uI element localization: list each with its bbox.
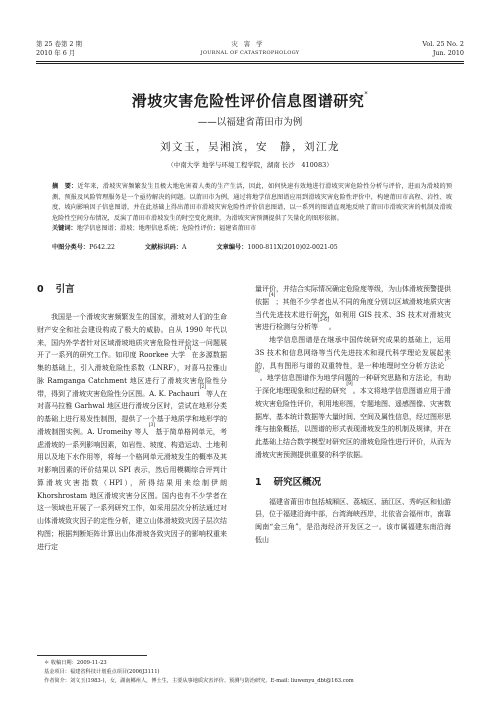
abstract [52,182,452,224]
text-run: 福建省莆田市包括城厢区、荔城区、涵江区、秀屿区和仙游县，位于福建沿海中部，台湾海峡西岸，北依省会福州市，南靠闽南“金三角”，是沿海经济开发区之一。该市属福建东南沿海低山 [255,497,451,544]
citation-ref: [9] [346,382,353,387]
article-number [216,243,351,252]
journal-name [36,40,464,58]
body-paragraph [255,334,451,462]
author-bio: 作者简介：刘文玉(1983-)，女，湖南郴州人，博士生，主要从事地质灾害评价、预测与防治研究。E-mail: liuwenyu_dbt@163.com [44,678,354,685]
fund-project: 基金项目：福建省科技计划重点项目(2006J3111) [44,669,160,676]
paper-title [0,90,500,111]
doc-value: A [182,244,187,251]
citation-ref: [7-8] [255,356,451,375]
citation-ref: [4] [269,292,276,298]
spacer [255,462,451,476]
text-run: ；其他不少学者也从不同的角度分别以区域滑坡地质灾害当代先进技术进行研究，如利用 GIS 技术、3S 技术对滑坡灾害进行检测与分析等 [255,297,452,332]
article-value: 1000-811X(2010)02-0021-05 [247,244,338,251]
citation-ref: [3] [148,422,156,428]
abstract-label: 摘 要： [52,183,78,190]
clc-value: P642.22 [89,244,115,251]
section-number: 1 [255,476,262,488]
keywords [52,224,452,235]
text-run: 量评价，并结合实际情况确定危险度等级，为山体滑坡预警提供依据 [255,285,451,306]
clc-label: 中图分类号： [52,244,90,251]
section-heading-introduction [37,283,227,297]
issue-date-en: Jun. 2010 [432,49,464,57]
section-number: 0 [37,284,44,295]
footnote-block [44,659,460,687]
journal-name-en: JOURNAL OF CATASTROPHOLOGY [200,50,300,56]
article-label: 文章编号： [216,244,248,251]
text-run: 在多源数据集的基础上，引入滑坡危险性系数（LNRF），对喜马拉雅山脉 Ramganga Catchment 地区进行了滑坡灾害危险性分带，得到了滑坡灾害危险性分区图。A. K. Pachauri [37,351,228,398]
paper-subtitle: ——以福建省莆田市为例 [197,117,303,128]
body-paragraph [37,311,227,553]
affiliation: （中南大学 地学与环境工程学院，湖南 长沙 410083） [167,161,333,169]
journal-name-cn: 灾害学 [231,40,269,48]
citation-ref: [2] [199,384,206,390]
text-run: 等人在对喜马拉雅 Garhwal 地区进行滑坡分区时，尝试在地形分类的基础上进行易发性制图，提供了一个基于地质学和地形学的滑坡制图实例。A. Uromeihy 等人 [37,389,228,436]
header-rule-bottom [36,63,464,64]
section-heading-study-area [255,476,451,490]
text-run: 。 [328,323,336,332]
received-date: ＊ 收稿日期：2009-11-23 [44,660,107,666]
text-run: 。地学信息图谱作为地学问题的一种研究思路和方法论，有助于深化地理现象和过程的研究 [255,374,451,395]
abstract-text: 近年来，滑坡灾害频繁发生且极大地危害着人类的生产生活，因此，如何快速有效地进行滑坡灾害危险性分析与评价，进而为滑坡的预测、预报及风险管理服务是一个亟待解决的问题。以莆田市为例，通过将地学信息图谱应用到滑坡灾害危险性评价中，构建莆田市高程、岩性、坡度、坡向影响因子信息图谱，并在此基础上得出莆田市滑坡灾害危险性评价信息图谱，以一系列的图谱直观地反映了莆田市滑坡灾害的机制及滑坡危险性空间分布情况，反演了莆田市滑坡发生的时空变化规律，为滑坡灾害预测提供了矢量化的图形依据。 [52,183,453,222]
volume-issue-en: Vol. 25 No. 2 [422,40,464,48]
paper-title-text: 滑坡灾害危险性评价信息图谱研究 [131,92,365,110]
issue-date: 2010 年 6 月 [36,49,76,57]
text-run: 我国是一个滑坡灾害频繁发生的国家，滑坡对人们的生命财产安全和社会建设构成了极大的威胁。自从 1990 年代以来，国内外学者针对区域滑坡地质灾害危险性评价这一问题展开了一系列的研究工作。如印度 Roorkee 大学 [37,313,227,360]
document-code [145,243,201,252]
issue-info-en [422,40,464,58]
section-title: 研究区概况 [273,476,322,488]
text-run: 地学信息图谱是在继承中国传统研究成果的基础上，运用 3S 技术和信息网络等当代先进技术和现代科学理论发展起来的，具有图形与谱的双重特性，是一种地理时空分析方法论 [255,336,451,370]
text-run: 基于简单格网单元，考虑滑坡的一系列影响因素，如岩性、坡度、构造运动、土地利用以及地下水作用等，将每一个格网单元滑坡发生的概率及其对影响因素的评价结果以 SPI 表示，然后用模糊综合评判计算滑坡灾害指数（HPI），所得结果用来绘制伊朗 Khorshrostam 地区滑坡灾害分区图。国内也有不少学者在这一领域也开展了一系列研究工作，如采用层次分析法通过对山体滑坡致灾因子的定性分析，建立山体滑坡致灾因子层次结构图；根据判断矩阵计算出山体滑坡各致灾因子的影响权重来进行定 [37,427,227,551]
body-paragraph [255,283,451,334]
classification-row [52,243,452,252]
author-list: 刘文玉，吴湘滨，安 静，刘江龙 [160,141,340,153]
doc-label: 文献标识码： [144,244,183,251]
text-run: 。本文将地学信息图谱应用于滑坡灾害危险性评价，利用地形图，专题地图、遥感图像、灾害数据库、基本统计数据等大量时间、空间及属性信息，经过图形思维与抽象概括，以图谱的形式表现滑坡发生的机制及规律，并在此基础上结合数学模型对研究区的滑坡危险性进行评价，从而为滑坡灾害预测提供重要的科学依据。 [255,387,452,459]
body-column-left [37,283,227,553]
volume-issue: 第 25 卷第 2 期 [36,40,82,48]
citation-ref: [5-6] [318,318,329,324]
header-rule-top [36,61,464,62]
body-paragraph [255,496,451,547]
footnote-rule [37,655,147,656]
spacer [37,297,227,311]
citation-ref: [1] [185,346,192,352]
keywords-label: 关键词： [52,225,77,233]
abstract-block [52,182,452,235]
body-column-right [255,283,451,547]
section-title: 引言 [55,284,75,295]
title-footnote-mark: * [364,90,369,98]
clc-number [52,243,129,252]
keywords-text: 地学信息图谱；滑坡；地理信息系统；危险性评价；福建省莆田市 [76,225,257,233]
